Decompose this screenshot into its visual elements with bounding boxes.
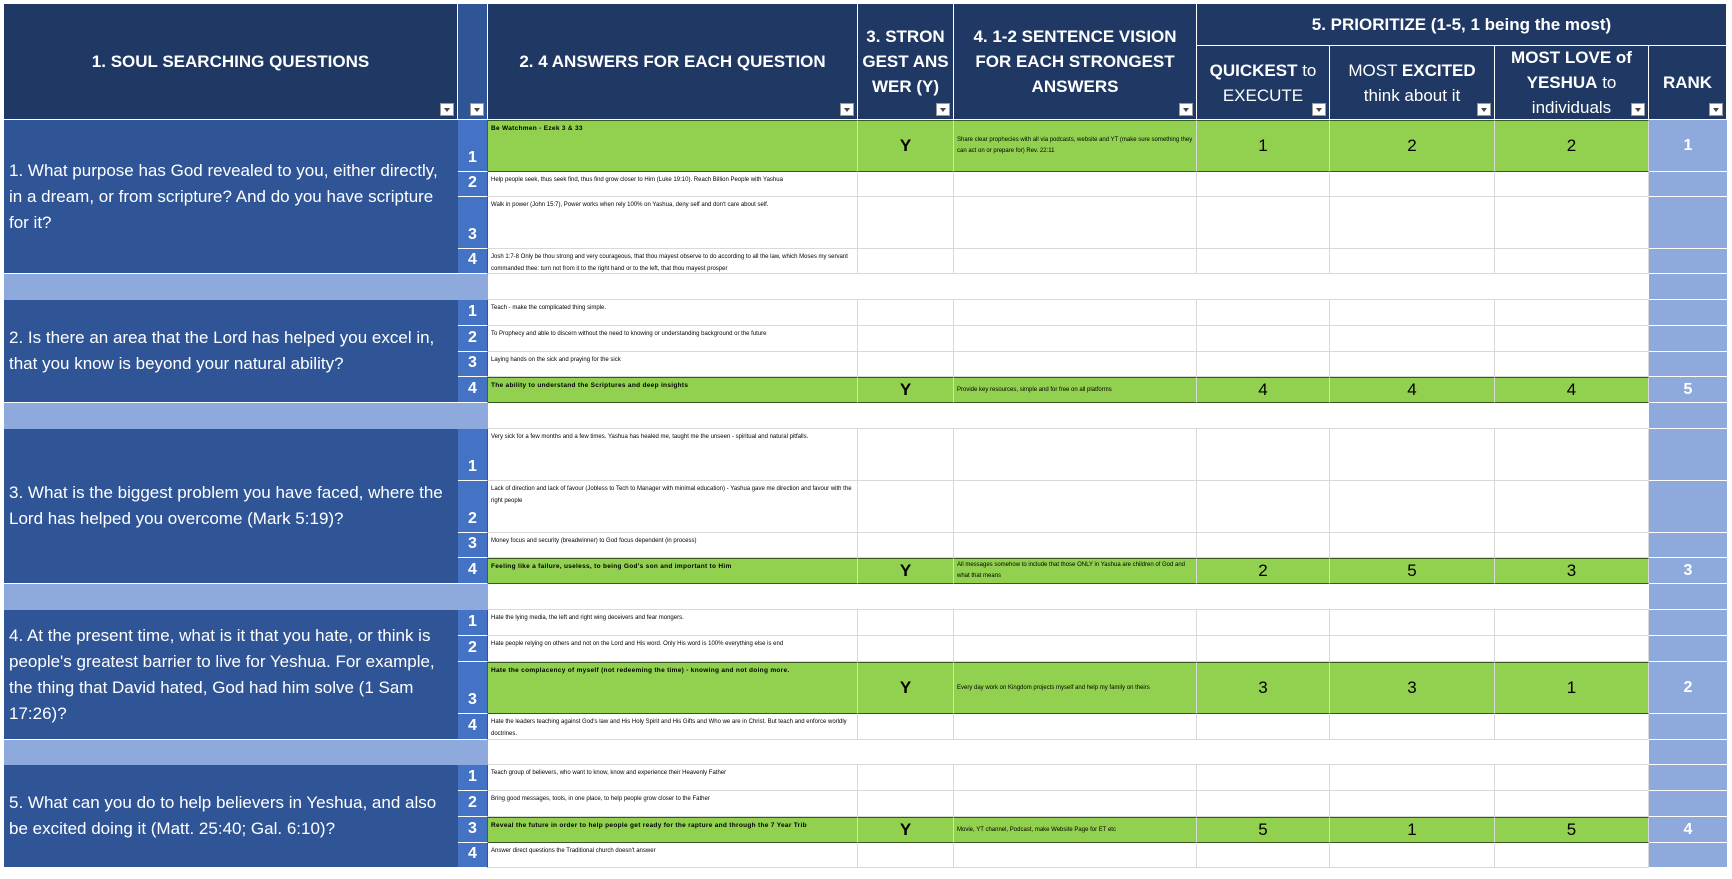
answer-cell[interactable]: Josh 1:7-8 Only be thou strong and very courageous, that thou mayest observe to do according to all the law, which Moses my servant commanded thee: turn not from it to the right hand or to the left, that thou mayest prosper (488, 249, 858, 274)
answer-cell[interactable]: Very sick for a few months and a few times. Yashua has healed me, taught me the unseen - spiritual and natural pitfalls. (488, 429, 858, 481)
rank-cell[interactable] (1649, 843, 1727, 868)
rank-cell[interactable] (1649, 533, 1727, 558)
question-cell[interactable]: 3. What is the biggest problem you have faced, where the Lord has helped you overcome (Mark 5:19)? (4, 429, 458, 584)
strongest-cell[interactable] (858, 481, 954, 533)
filter-dropdown-icon[interactable] (470, 103, 484, 116)
quickest-cell[interactable] (1197, 197, 1330, 249)
quickest-cell[interactable]: 5 (1197, 817, 1330, 843)
vision-cell[interactable] (954, 481, 1197, 533)
separator-row (1649, 274, 1727, 300)
quickest-cell[interactable] (1197, 326, 1330, 352)
row-number[interactable]: 3 (458, 817, 488, 843)
love-cell[interactable] (1495, 843, 1649, 868)
love-cell[interactable] (1495, 714, 1649, 740)
separator-row (954, 584, 1197, 610)
rank-cell[interactable] (1649, 610, 1727, 636)
header-quickest[interactable]: QUICKEST to EXECUTE (1197, 46, 1330, 120)
answer-cell[interactable]: To Prophecy and able to discern without the need to knowing or understanding background or the future (488, 326, 858, 352)
excited-cell[interactable] (1330, 326, 1495, 352)
separator-row (1197, 274, 1330, 300)
filter-dropdown-icon[interactable] (440, 103, 454, 116)
quickest-cell[interactable] (1197, 481, 1330, 533)
strongest-cell[interactable]: Y (858, 662, 954, 714)
filter-dropdown-icon[interactable] (1709, 103, 1723, 116)
vision-cell[interactable]: All messages somehow to include that those ONLY in Yashua are children of God and what that means (954, 558, 1197, 584)
row-number[interactable]: 2 (458, 481, 488, 533)
love-cell[interactable] (1495, 197, 1649, 249)
answer-cell[interactable]: Reveal the future in order to help people get ready for the rapture and through the 7 Year Trib (488, 817, 858, 843)
rank-cell[interactable] (1649, 352, 1727, 377)
row-number[interactable]: 2 (458, 636, 488, 662)
love-cell[interactable] (1495, 249, 1649, 274)
quickest-cell[interactable] (1197, 843, 1330, 868)
quickest-cell[interactable] (1197, 249, 1330, 274)
love-cell[interactable]: 1 (1495, 662, 1649, 714)
separator-row (954, 403, 1197, 429)
filter-dropdown-icon[interactable] (1631, 103, 1645, 116)
excited-cell[interactable] (1330, 429, 1495, 481)
separator-row (1495, 274, 1649, 300)
header-label: 5. PRIORITIZE (1-5, 1 being the most) (1311, 15, 1612, 34)
vision-cell[interactable] (954, 636, 1197, 662)
separator-row (1330, 403, 1495, 429)
separator-row (488, 584, 858, 610)
separator-row (1330, 274, 1495, 300)
answer-cell[interactable]: Walk in power (John 15:7), Power works when rely 100% on Yashua, deny self and don't care about self. (488, 197, 858, 249)
row-number[interactable]: 3 (458, 197, 488, 249)
vision-cell[interactable] (954, 843, 1197, 868)
separator-row (4, 403, 458, 429)
answer-cell[interactable]: Teach group of believers, who want to know, know and experience their Heavenly Father (488, 765, 858, 791)
filter-dropdown-icon[interactable] (1312, 103, 1326, 116)
separator-row (1649, 584, 1727, 610)
answer-cell[interactable]: Teach - make the complicated thing simple. (488, 300, 858, 326)
love-cell[interactable] (1495, 326, 1649, 352)
excited-cell[interactable] (1330, 197, 1495, 249)
filter-dropdown-icon[interactable] (936, 103, 950, 116)
love-cell[interactable]: 4 (1495, 377, 1649, 403)
love-cell[interactable] (1495, 352, 1649, 377)
header-soul-searching[interactable] (4, 4, 458, 120)
spreadsheet (4, 4, 1727, 875)
love-cell[interactable]: 3 (1495, 558, 1649, 584)
row-number[interactable]: 4 (458, 558, 488, 584)
strongest-cell[interactable]: Y (858, 558, 954, 584)
rank-cell[interactable]: 4 (1649, 817, 1727, 843)
excited-cell[interactable] (1330, 636, 1495, 662)
excited-cell[interactable]: 1 (1330, 817, 1495, 843)
separator-row (1495, 403, 1649, 429)
rank-cell[interactable] (1649, 197, 1727, 249)
header-label: 2. 4 ANSWERS FOR EACH QUESTION (519, 52, 826, 71)
vision-cell[interactable] (954, 791, 1197, 817)
row-number[interactable]: 4 (458, 714, 488, 740)
header-love[interactable]: MOST LOVE of YESHUA to individuals (1495, 46, 1649, 120)
separator-row (1649, 403, 1727, 429)
row-number[interactable]: 2 (458, 172, 488, 197)
quickest-cell[interactable] (1197, 765, 1330, 791)
question-cell[interactable]: 2. Is there an area that the Lord has helped you excel in, that you know is beyond your natural ability? (4, 300, 458, 403)
row-number[interactable]: 4 (458, 249, 488, 274)
answer-cell[interactable]: Hate the leaders teaching against God's law and His Holy Spirit and His Gifts and Who we are in Christ. But teach and enforce worldly doctrines. (488, 714, 858, 740)
excited-cell[interactable] (1330, 533, 1495, 558)
rank-cell[interactable] (1649, 172, 1727, 197)
rank-cell[interactable] (1649, 791, 1727, 817)
rank-cell[interactable] (1649, 714, 1727, 740)
row-number[interactable]: 4 (458, 843, 488, 868)
separator-row (1197, 584, 1330, 610)
row-number[interactable]: 3 (458, 662, 488, 714)
separator-row (954, 740, 1197, 765)
vision-cell[interactable]: Movie, YT channel, Podcast, make Website Page for ET etc (954, 817, 1197, 843)
quickest-cell[interactable] (1197, 352, 1330, 377)
row-number[interactable]: 1 (458, 765, 488, 791)
question-cell[interactable]: 1. What purpose has God revealed to you, either directly, in a dream, or from scripture? And do you have scripture for it? (4, 120, 458, 274)
header-excited[interactable]: MOST EXCITED think about it (1330, 46, 1495, 120)
excited-cell[interactable] (1330, 249, 1495, 274)
separator-row (1649, 740, 1727, 765)
header-label: 3. STRONGEST ANSWER (Y) (862, 27, 949, 96)
strongest-cell[interactable] (858, 533, 954, 558)
excited-cell[interactable] (1330, 765, 1495, 791)
quickest-cell[interactable] (1197, 300, 1330, 326)
quickest-cell[interactable] (1197, 429, 1330, 481)
strongest-cell[interactable] (858, 843, 954, 868)
vision-cell[interactable] (954, 765, 1197, 791)
quickest-cell[interactable]: 3 (1197, 662, 1330, 714)
row-number[interactable]: 2 (458, 326, 488, 352)
love-cell[interactable]: 5 (1495, 817, 1649, 843)
quickest-cell[interactable] (1197, 533, 1330, 558)
row-number[interactable]: 4 (458, 377, 488, 403)
excited-cell[interactable]: 3 (1330, 662, 1495, 714)
vision-cell[interactable] (954, 533, 1197, 558)
header-prioritize (1197, 4, 1727, 46)
love-cell[interactable] (1495, 610, 1649, 636)
vision-cell[interactable] (954, 172, 1197, 197)
row-number[interactable]: 3 (458, 533, 488, 558)
rank-cell[interactable]: 2 (1649, 662, 1727, 714)
header-index[interactable] (458, 4, 488, 120)
header-rank[interactable]: RANK (1649, 46, 1727, 120)
strongest-cell[interactable] (858, 636, 954, 662)
excited-cell[interactable] (1330, 714, 1495, 740)
separator-row (4, 584, 458, 610)
separator-row (488, 403, 858, 429)
header-vision[interactable] (954, 4, 1197, 120)
excited-cell[interactable] (1330, 300, 1495, 326)
excited-cell[interactable] (1330, 843, 1495, 868)
rank-cell[interactable]: 5 (1649, 377, 1727, 403)
rank-cell[interactable] (1649, 765, 1727, 791)
vision-cell[interactable]: Provide key resources, simple and for free on all platforms (954, 377, 1197, 403)
separator-row (458, 274, 488, 300)
question-cell[interactable]: 5. What can you do to help believers in Yeshua, and also be excited doing it (Matt. 25:40; Gal. 6:10)? (4, 765, 458, 868)
vision-cell[interactable] (954, 300, 1197, 326)
filter-dropdown-icon[interactable] (1179, 103, 1193, 116)
header-label: 1. SOUL SEARCHING QUESTIONS (91, 52, 370, 71)
question-cell[interactable]: 4. At the present time, what is it that you hate, or think is people's greatest barrier to live for Yeshua. For example, the thing that David hated, God had him solve (1 Sam 17:26)? (4, 610, 458, 740)
love-cell[interactable] (1495, 791, 1649, 817)
separator-row (1197, 403, 1330, 429)
vision-cell[interactable]: Every day work on Kingdom projects myself and help my family on theirs (954, 662, 1197, 714)
strongest-cell[interactable]: Y (858, 377, 954, 403)
answer-cell[interactable]: Hate people relying on others and not on the Lord and His word. Only His word is 100% everything else is end (488, 636, 858, 662)
strongest-cell[interactable]: Y (858, 817, 954, 843)
rank-cell[interactable] (1649, 481, 1727, 533)
vision-cell[interactable] (954, 610, 1197, 636)
separator-row (488, 740, 858, 765)
answer-cell[interactable]: Help people seek, thus seek find, thus find grow closer to Him (Luke 19:10). Reach Billion People with Yashua (488, 172, 858, 197)
vision-cell[interactable] (954, 249, 1197, 274)
separator-row (1330, 584, 1495, 610)
vision-cell[interactable] (954, 352, 1197, 377)
answer-cell[interactable]: Money focus and security (breadwinner) to God focus dependent (in process) (488, 533, 858, 558)
vision-cell[interactable] (954, 326, 1197, 352)
row-number[interactable]: 1 (458, 429, 488, 481)
excited-cell[interactable]: 5 (1330, 558, 1495, 584)
separator-row (458, 584, 488, 610)
strongest-cell[interactable] (858, 714, 954, 740)
separator-row (1495, 584, 1649, 610)
filter-dropdown-icon[interactable] (1477, 103, 1491, 116)
love-cell[interactable] (1495, 533, 1649, 558)
excited-cell[interactable]: 2 (1330, 120, 1495, 172)
row-number[interactable]: 1 (458, 120, 488, 172)
separator-row (858, 274, 954, 300)
rank-cell[interactable] (1649, 429, 1727, 481)
separator-row (4, 740, 458, 765)
answer-cell[interactable]: Hate the lying media, the left and right wing deceivers and fear mongers. (488, 610, 858, 636)
strongest-cell[interactable]: Y (858, 120, 954, 172)
quickest-cell[interactable] (1197, 636, 1330, 662)
separator-row (858, 584, 954, 610)
excited-cell[interactable] (1330, 352, 1495, 377)
separator-row (4, 274, 458, 300)
vision-cell[interactable] (954, 714, 1197, 740)
quickest-cell[interactable] (1197, 714, 1330, 740)
love-cell[interactable] (1495, 172, 1649, 197)
rank-cell[interactable]: 1 (1649, 120, 1727, 172)
love-cell[interactable] (1495, 481, 1649, 533)
love-cell[interactable]: 2 (1495, 120, 1649, 172)
rank-cell[interactable] (1649, 326, 1727, 352)
quickest-cell[interactable]: 2 (1197, 558, 1330, 584)
header-answers[interactable] (488, 4, 858, 120)
quickest-cell[interactable] (1197, 610, 1330, 636)
love-cell[interactable] (1495, 300, 1649, 326)
vision-cell[interactable] (954, 429, 1197, 481)
rank-cell[interactable] (1649, 636, 1727, 662)
separator-row (488, 274, 858, 300)
rank-cell[interactable] (1649, 249, 1727, 274)
row-number[interactable]: 1 (458, 610, 488, 636)
strongest-cell[interactable] (858, 352, 954, 377)
separator-row (1495, 740, 1649, 765)
row-number[interactable]: 3 (458, 352, 488, 377)
excited-cell[interactable] (1330, 610, 1495, 636)
quickest-cell[interactable]: 1 (1197, 120, 1330, 172)
answer-cell[interactable]: Hate the complacency of myself (not redeeming the time) - knowing and not doing more. (488, 662, 858, 714)
strongest-cell[interactable] (858, 791, 954, 817)
excited-cell[interactable] (1330, 481, 1495, 533)
separator-row (858, 740, 954, 765)
strongest-cell[interactable] (858, 249, 954, 274)
quickest-cell[interactable]: 4 (1197, 377, 1330, 403)
rank-cell[interactable] (1649, 300, 1727, 326)
row-number[interactable]: 2 (458, 791, 488, 817)
row-number[interactable]: 1 (458, 300, 488, 326)
strongest-cell[interactable] (858, 610, 954, 636)
strongest-cell[interactable] (858, 429, 954, 481)
strongest-cell[interactable] (858, 300, 954, 326)
header-label: 4. 1-2 SENTENCE VISION FOR EACH STRONGEST ANSWERS (973, 27, 1177, 96)
separator-row (1330, 740, 1495, 765)
love-cell[interactable] (1495, 636, 1649, 662)
vision-cell[interactable] (954, 197, 1197, 249)
filter-dropdown-icon[interactable] (840, 103, 854, 116)
separator-row (458, 740, 488, 765)
quickest-cell[interactable] (1197, 172, 1330, 197)
answer-cell[interactable]: Laying hands on the sick and praying for the sick (488, 352, 858, 377)
separator-row (954, 274, 1197, 300)
separator-row (1197, 740, 1330, 765)
answer-cell[interactable]: Bring good messages, tools, in one place, to help people grow closer to the Father (488, 791, 858, 817)
vision-cell[interactable]: Share clear prophecies with all via podcasts, website and YT (make sure something they can act on or prepare for) Rev. 22:11 (954, 120, 1197, 172)
excited-cell[interactable] (1330, 172, 1495, 197)
answer-cell[interactable]: Answer direct questions the Traditional church doesn't answer (488, 843, 858, 868)
separator-row (858, 403, 954, 429)
strongest-cell[interactable] (858, 326, 954, 352)
separator-row (458, 403, 488, 429)
strongest-cell[interactable] (858, 765, 954, 791)
strongest-cell[interactable] (858, 197, 954, 249)
love-cell[interactable] (1495, 765, 1649, 791)
header-strongest[interactable] (858, 4, 954, 120)
answer-cell[interactable]: Feeling like a failure, useless, to being God's son and important to Him (488, 558, 858, 584)
answer-cell[interactable]: Lack of direction and lack of favour (Jobless to Tech to Manager with minimal education) - Yashua gave me direction and favour with the right people (488, 481, 858, 533)
answer-cell[interactable]: The ability to understand the Scriptures and deep insights (488, 377, 858, 403)
strongest-cell[interactable] (858, 172, 954, 197)
love-cell[interactable] (1495, 429, 1649, 481)
answer-cell[interactable]: Be Watchmen - Ezek 3 & 33 (488, 120, 858, 172)
rank-cell[interactable]: 3 (1649, 558, 1727, 584)
excited-cell[interactable] (1330, 791, 1495, 817)
quickest-cell[interactable] (1197, 791, 1330, 817)
excited-cell[interactable]: 4 (1330, 377, 1495, 403)
